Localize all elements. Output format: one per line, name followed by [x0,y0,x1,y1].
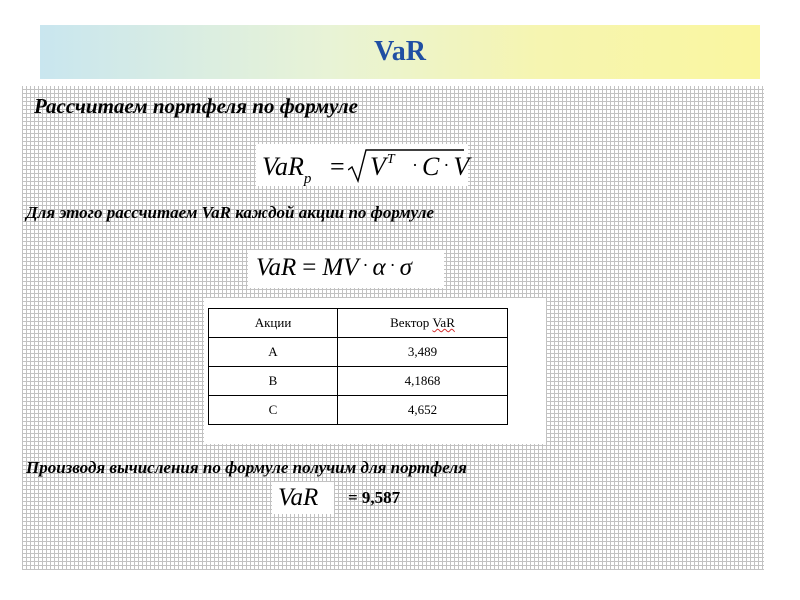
formula1-rest: · C · V [412,152,470,181]
formula1-lhs: VaR$_p$ [262,152,312,187]
table-header-row [209,309,508,338]
var-value-cell: 3,489 [338,338,508,367]
formula1-equals: = [330,152,345,181]
stock-name-cell: C [209,396,338,425]
result-symbol: VaR [272,482,334,514]
result-value: = 9,587 [348,488,401,507]
spellcheck-squiggle: VaR [432,315,455,330]
var-table [208,308,508,425]
conclusion-text: Производя вычисления по формуле получим для портфеля [26,458,467,477]
stock-var-formula [248,250,444,288]
title-bar [40,25,760,79]
per-stock-text: Для этого рассчитаем VaR каждой акции по формуле [26,203,435,222]
portfolio-result [272,482,422,516]
var-value-cell: 4,652 [338,396,508,425]
table-row [209,396,508,425]
table-row [209,367,508,396]
header-stocks: Акции [209,309,338,338]
slide-title: VaR [374,36,426,67]
var-table-panel [204,298,546,444]
stock-name-cell: B [209,367,338,396]
intro-text: Рассчитаем портфеля по формуле [34,94,358,118]
formula2-body: VaR = MV · α · σ [256,254,412,281]
stock-name-cell: A [209,338,338,367]
table-row [209,338,508,367]
header-var-vector: Вектор VaR [338,309,508,338]
var-value-cell: 4,1868 [338,367,508,396]
formula1-vt: $V^T$ [370,152,395,181]
portfolio-var-formula [256,144,468,186]
